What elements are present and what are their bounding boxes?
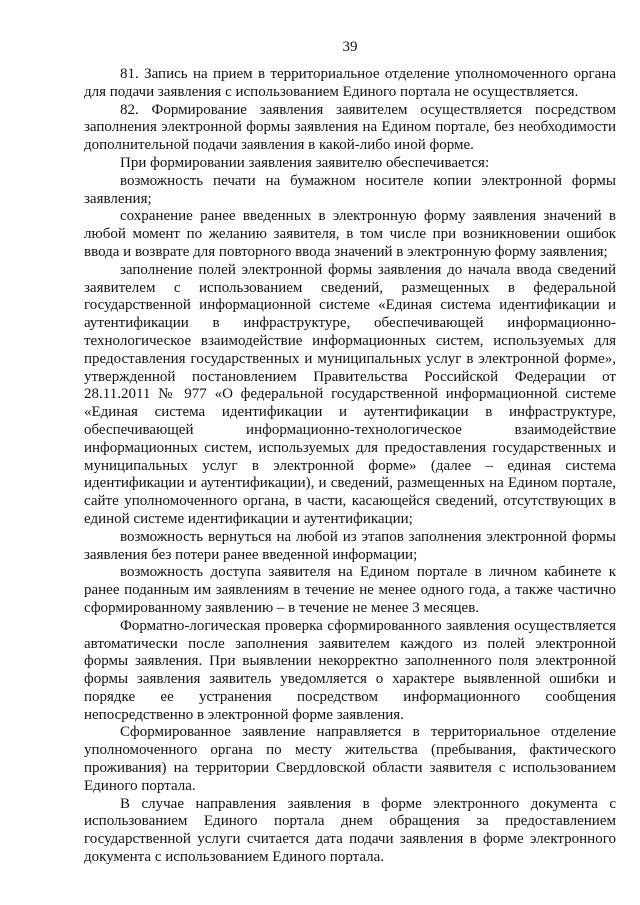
paragraph-save: сохранение ранее введенных в электронную форму заявления значений в любой момент по желанию заявителя, в том числе при возникновении ошибок ввода и возврате для повторного ввода значений в электронную форму заявления; [84,208,616,260]
paragraph-prefill: заполнение полей электронной формы заявления до начала ввода сведений заявителем с использованием сведений, размещенных в федеральной государственной информационной системе «Единая система идентификации и аутентификации в инфраструктуре, обеспечивающей информационно-технологическое взаимодействие информационных систем, используемых для предоставления государственных и муниципальных услуг в электронной форме», утвержденной постановлением Правительства Российской Федерации от 28.11.2011 № 977 «О федеральной государственной информационной системе «Единая система идентификации и аутентификации в инфраструктуре, обеспечивающей информационно-технологическое взаимодействие информационных систем, используемых для предоставления государственных и муниципальных услуг в электронной форме» (далее – единая система идентификации и аутентификации), и сведений, размещенных на Едином портале, сайте уполномоченного органа, в части, касающейся сведений, отсутствующих в единой системе идентификации и аутентификации; [84,261,616,527]
paragraph-81: 81. Запись на прием в территориальное отделение уполномоченного органа для подачи заявления с использованием Единого портала не осуществляется. [84,66,616,100]
paragraph-validation: Форматно-логическая проверка сформированного заявления осуществляется автоматически после заполнения заявителем каждого из полей электронной формы заявления. При выявлении некорректно заполненного поля электронной формы заявления заявитель уведомляется о характере выявленной ошибки и порядке ее устранения посредством информационного сообщения непосредственно в электронной форме заявления. [84,617,616,723]
paragraph-intro: При формировании заявления заявителю обеспечивается: [120,154,490,171]
paragraph-date: В случае направления заявления в форме электронного документа с использованием Единого портала днем обращения за предоставлением государственной услуги считается дата подачи заявления в форме электронного документа с использованием Единого портала. [84,795,616,866]
page-number: 39 [342,39,358,55]
document-body [84,66,616,867]
paragraph-access: возможность доступа заявителя на Едином портале в личном кабинете к ранее поданным им заявлениям в течение не менее одного года, а также частично сформированному заявлению – в течение не менее 3 месяцев. [84,564,616,616]
paragraph-return: возможность вернуться на любой из этапов заполнения электронной формы заявления без потери ранее введенной информации; [84,528,616,563]
paragraph-print: возможность печати на бумажном носителе копии электронной формы заявления; [84,172,616,207]
paragraph-82: 82. Формирование заявления заявителем осуществляется посредством заполнения электронной формы заявления на Едином портале, без необходимости дополнительной подачи заявления в какой-либо иной форме. [84,101,616,154]
paragraph-submission: Сформированное заявление направляется в территориальное отделение уполномоченного органа по месту жительства (пребывания, фактического проживания) на территории Свердловской области заявителя с использованием Единого портала. [84,724,616,794]
